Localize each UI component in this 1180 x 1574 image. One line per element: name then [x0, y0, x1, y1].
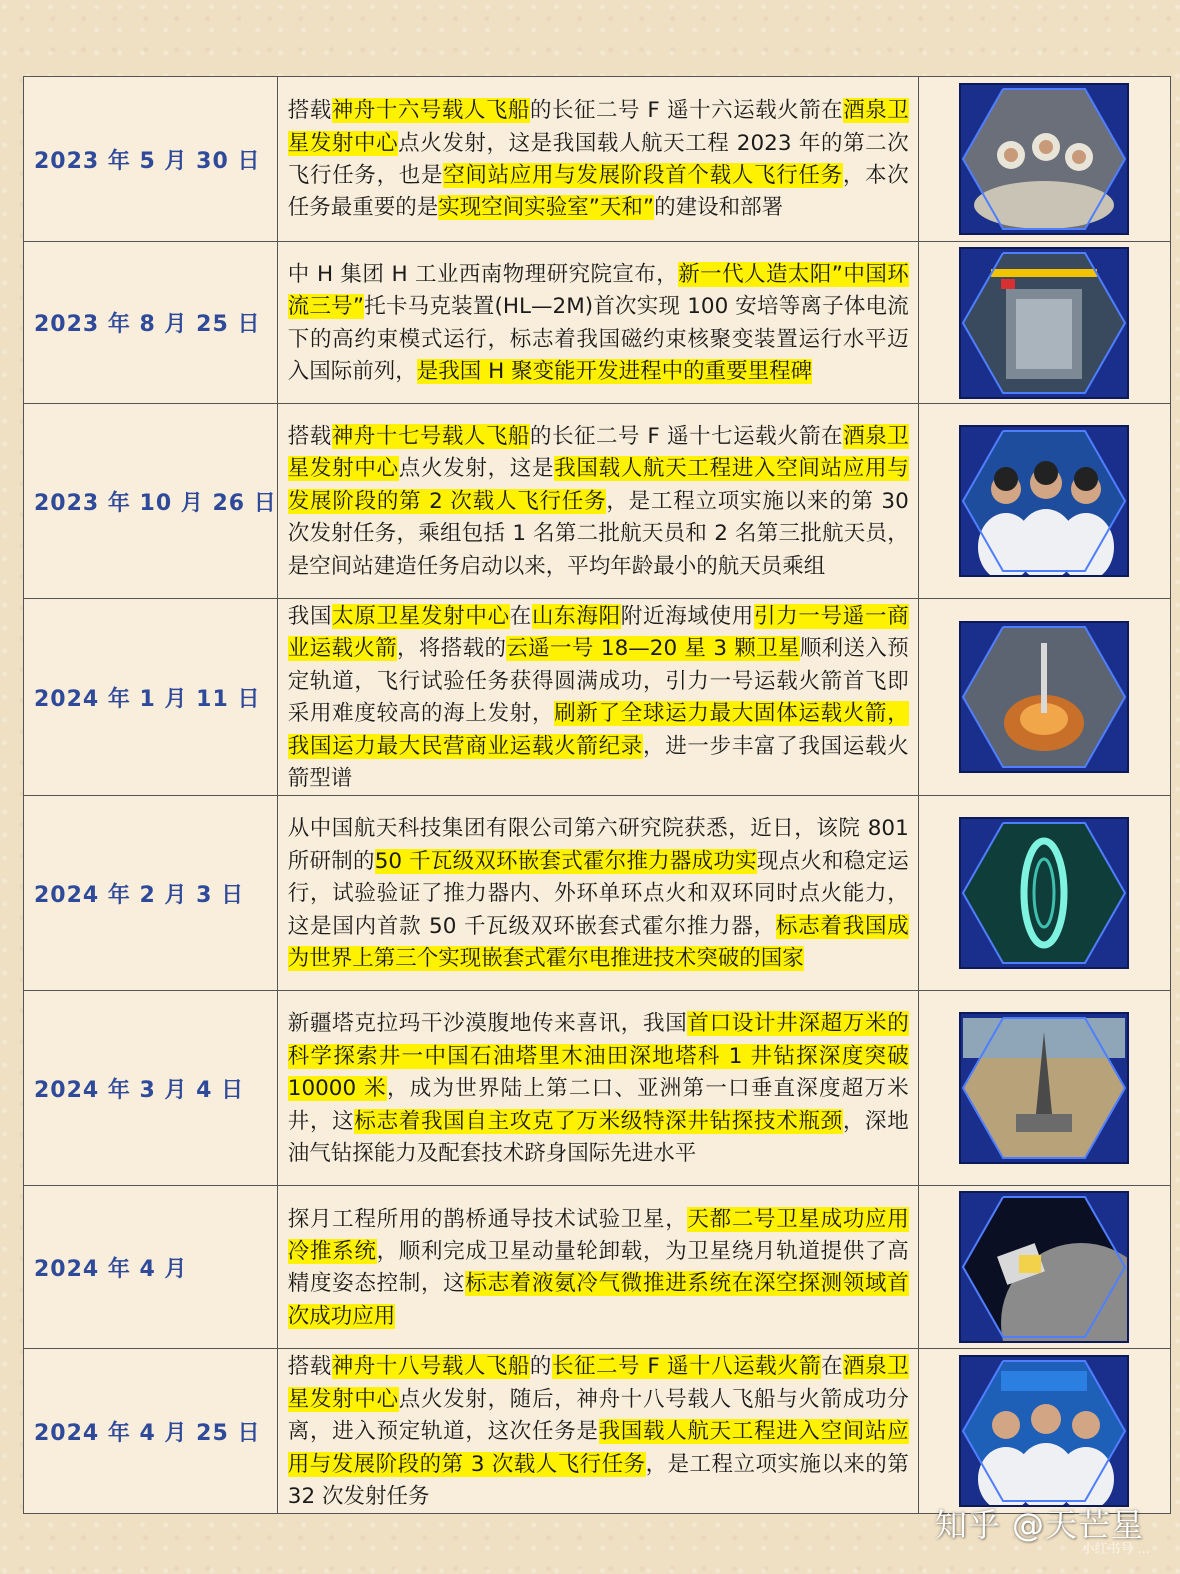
row-description	[288, 1204, 909, 1334]
hall-thruster-photo	[959, 817, 1129, 969]
drilling-rig-photo	[959, 1012, 1129, 1164]
description-text: ，将搭载的	[397, 636, 507, 662]
description-text: 的长征二号 F 遥十六运载火箭在	[529, 98, 844, 124]
highlighted-text: 天都二号卫星成功应用冷推系统	[287, 1206, 909, 1265]
description-text: ，成为世界陆上第二口、亚洲第一口垂直深度超万米井，这	[287, 1076, 909, 1134]
timeline-row	[24, 77, 1171, 242]
description-text: 点火发射，这是	[398, 456, 555, 482]
description-text: ，是工程立项实施以来的第 32 次发射任务	[287, 1451, 909, 1510]
row-description-cell	[277, 77, 918, 242]
highlighted-text: 引力一号遥一商业运载火箭	[287, 604, 909, 662]
row-date: 2024 年 1 月 11 日	[24, 599, 278, 796]
description-text: ，是工程立项实施以来的第 30 次发射任务，乘组包括 1 名第二批航天员和 2 名第三批航天员，是空间站建造任务启动以来，平均年龄最小的航天员乘组	[287, 488, 909, 579]
row-description-cell	[277, 1186, 918, 1349]
timeline-rows	[24, 77, 1171, 1514]
highlighted-text: 酒泉卫星发射中心	[287, 423, 909, 482]
description-text: 点火发射，这是我国载人航天工程 2023 年的第二次飞行任务，也是	[287, 130, 909, 188]
row-image-cell	[918, 242, 1170, 404]
highlighted-text: 长征二号 F 遥十八运载火箭	[551, 1354, 822, 1380]
astronaut-crew-shenzhou18-photo	[959, 1355, 1129, 1507]
tokamak-facility-photo	[959, 247, 1129, 399]
row-date: 2023 年 10 月 26 日	[24, 404, 278, 599]
row-date: 2023 年 5 月 30 日	[24, 77, 278, 242]
row-description	[288, 1351, 909, 1513]
description-text: ，深地油气钻探能力及配套技术跻身国际先进水平	[287, 1108, 909, 1167]
highlighted-text: 神舟十七号载人飞船	[331, 423, 530, 449]
description-text: 从中国航天科技集团有限公司第六研究院获悉，近日，该院 801 所研制的	[287, 816, 909, 874]
row-date: 2023 年 8 月 25 日	[24, 242, 278, 404]
description-text: 搭载	[287, 98, 332, 124]
row-description	[288, 259, 909, 389]
row-image-cell	[918, 599, 1170, 796]
row-description-cell	[277, 796, 918, 991]
row-date: 2024 年 4 月	[24, 1186, 278, 1349]
row-description	[288, 601, 909, 795]
highlighted-text: 标志着液氨冷气微推进系统在深空探测领域首次成功应用	[287, 1271, 909, 1329]
highlighted-text: 山东海阳	[531, 604, 621, 629]
description-text: ，本次任务最重要的是	[287, 163, 909, 221]
description-text: 探月工程所用的鹊桥通导技术试验卫星，	[287, 1206, 688, 1232]
astronaut-portrait-photo	[959, 425, 1129, 577]
row-description	[288, 813, 909, 975]
row-image-cell	[918, 1349, 1170, 1514]
timeline-row	[24, 991, 1171, 1186]
row-image-cell	[918, 404, 1170, 599]
row-date: 2024 年 2 月 3 日	[24, 796, 278, 991]
row-image-cell	[918, 991, 1170, 1186]
description-text: 的建设和部署	[654, 195, 784, 221]
description-text: 我国	[287, 604, 333, 629]
description-text: 点火发射，随后，神舟十八号载人飞船与火箭成功分离，进入预定轨道，这次任务是	[287, 1386, 909, 1445]
timeline-row	[24, 599, 1171, 796]
rocket-launch-photo	[959, 621, 1129, 773]
description-text: 搭载	[287, 1354, 332, 1380]
highlighted-text: 是我国 H 聚变能开发进程中的重要里程碑	[416, 358, 813, 384]
timeline-table	[23, 76, 1171, 1514]
highlighted-text: 我国载人航天工程进入空间站应用与发展阶段的第 3 次载人飞行任务	[287, 1419, 909, 1477]
highlighted-text: 云遥一号 18—20 星 3 颗卫星	[506, 636, 800, 662]
highlighted-text: 神舟十六号载人飞船	[331, 98, 530, 124]
description-text: 顺利送入预定轨道，飞行试验任务获得圆满成功，引力一号运载火箭首飞即采用难度较高的海上发射，	[287, 636, 909, 727]
description-text: 中 H 集团 H 工业西南物理研究院宣布，	[287, 261, 679, 287]
row-image-cell	[918, 1186, 1170, 1349]
timeline-row	[24, 242, 1171, 404]
description-text: 的长征二号 F 遥十七运载火箭在	[529, 423, 844, 449]
row-description-cell	[277, 1349, 918, 1514]
astronaut-crew-photo	[959, 83, 1129, 235]
description-text: 在	[509, 604, 532, 629]
row-date: 2024 年 3 月 4 日	[24, 991, 278, 1186]
highlighted-text: 酒泉卫星发射中心	[287, 98, 909, 156]
highlighted-text: 我国载人航天工程进入空间站应用与发展阶段的第 2 次载人飞行任务	[287, 456, 909, 514]
timeline-row	[24, 1186, 1171, 1349]
highlighted-text: 标志着我国成为世界上第三个实现嵌套式霍尔电推进技术突破的国家	[287, 913, 909, 972]
row-description	[288, 421, 909, 583]
description-text: 搭载	[287, 423, 332, 449]
description-text: 附近海域使用	[620, 604, 754, 629]
watermark: 知乎 @天芒星	[934, 1506, 1144, 1544]
description-text: 托卡马克装置(HL—2M)首次实现 100 安培等离子体电流下的高约束模式运行，标志着我国磁约束核聚变装置运行水平迈入国际前列，	[287, 294, 909, 384]
highlighted-text: 标志着我国自主攻克了万米级特深井钻探技术瓶颈	[354, 1108, 843, 1134]
row-date: 2024 年 4 月 25 日	[24, 1349, 278, 1514]
description-text: 现点火和稳定运行，试验验证了推力器内、外环单环点火和双环同时点火能力，这是国内首款 50 千瓦级双环嵌套式霍尔推力器，	[287, 848, 909, 939]
row-description-cell	[277, 599, 918, 796]
row-image-cell	[918, 77, 1170, 242]
watermark-sub: 小红书号 ...	[1081, 1542, 1150, 1557]
row-description	[288, 95, 909, 225]
row-description-cell	[277, 991, 918, 1186]
highlighted-text: 50 千瓦级双环嵌套式霍尔推力器成功实	[374, 848, 757, 874]
lunar-satellite-photo	[959, 1191, 1129, 1343]
highlighted-text: 酒泉卫星发射中心	[287, 1354, 909, 1412]
description-text: ，顺利完成卫星动量轮卸载，为卫星绕月轨道提供了高精度姿态控制，这	[287, 1239, 909, 1297]
highlighted-text: 实现空间实验室”天和”	[438, 195, 655, 221]
row-description	[288, 1008, 909, 1170]
row-description-cell	[277, 242, 918, 404]
highlighted-text: 空间站应用与发展阶段首个载人飞行任务	[443, 163, 843, 188]
timeline-row	[24, 796, 1171, 991]
timeline-row	[24, 404, 1171, 599]
row-image-cell	[918, 796, 1170, 991]
highlighted-text: 刷新了全球运力最大固体运载火箭，我国运力最大民营商业运载火箭纪录	[287, 701, 909, 759]
timeline-row	[24, 1349, 1171, 1514]
highlighted-text: 神舟十八号载人飞船	[331, 1354, 530, 1380]
highlighted-text: 首口设计井深超万米的科学探索井一中国石油塔里木油田深地塔科 1 井钻探深度突破 10000 米	[287, 1011, 909, 1102]
description-text: 的	[529, 1354, 552, 1380]
highlighted-text: 太原卫星发射中心	[332, 604, 510, 629]
description-text: 新疆塔克拉玛干沙漠腹地传来喜讯，我国	[287, 1011, 688, 1037]
description-text: ，进一步丰富了我国运载火箭型谱	[287, 733, 909, 792]
row-description-cell	[277, 404, 918, 599]
description-text: 在	[821, 1354, 844, 1380]
highlighted-text: 新一代人造太阳”中国环流三号”	[287, 261, 909, 320]
